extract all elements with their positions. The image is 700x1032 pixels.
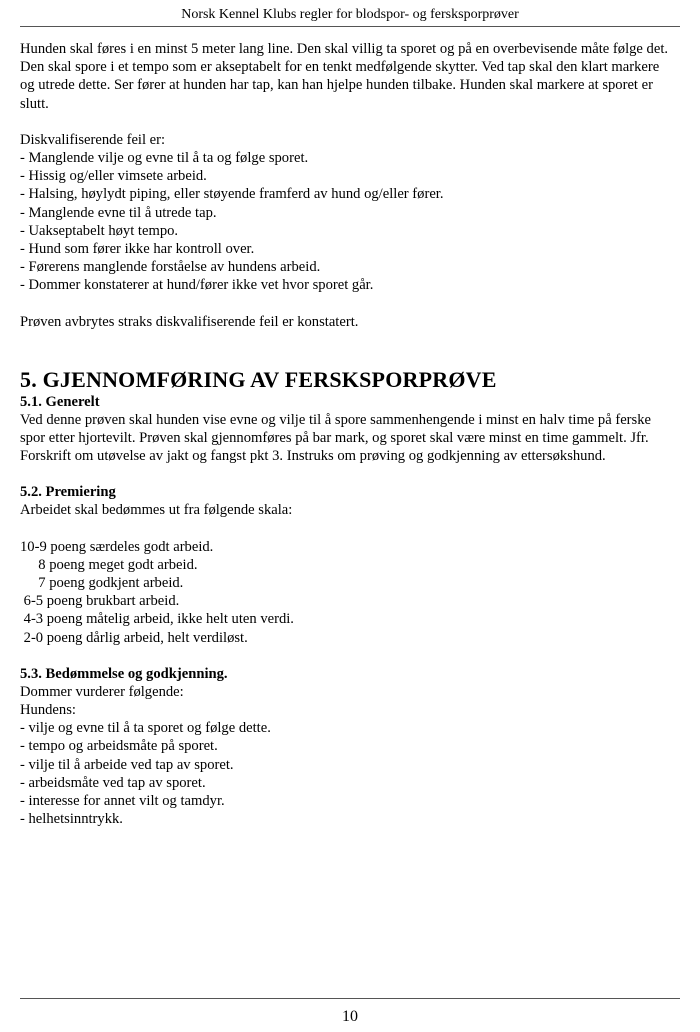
list-item: - Manglende evne til å utrede tap. [20, 204, 217, 221]
list-item: - tempo og arbeidsmåte på sporet. [20, 738, 218, 755]
list-item: - Dommer konstaterer at hund/fører ikke vet hvor sporet går. [20, 277, 374, 294]
assessment-list [20, 719, 670, 828]
list-item: - Førerens manglende forståelse av hundens arbeid. [20, 259, 321, 276]
list-item: - Hund som fører ikke har kontroll over. [20, 241, 255, 258]
footer-divider [20, 998, 680, 999]
list-item: - Manglende vilje og evne til å ta og følge sporet. [20, 150, 309, 167]
page-content [20, 40, 670, 829]
list-item: - Uakseptabelt høyt tempo. [20, 222, 179, 239]
scale-row: 6-5 poeng brukbart arbeid. [20, 593, 180, 610]
section-5-1-heading: 5.1. Generelt [20, 393, 100, 410]
section-5-2-intro: Arbeidet skal bedømmes ut fra følgende skala: [20, 502, 293, 519]
section-5-1-text: Ved denne prøven skal hunden vise evne og vilje til å spore sammenhengende i minst en halv time på ferske spor etter hjortevilt. Prøven skal gjennomføres på bar mark, og sporet skal være minst en time gammelt. Jfr. Forskrift om utøvelse av jakt og fangst pkt 3. Instruks om prøving og godkjenning av ettersøkshund. [20, 411, 652, 465]
list-item: - vilje og evne til å ta sporet og følge dette. [20, 720, 271, 737]
running-header: Norsk Kennel Klubs regler for blodspor- og fersksporprøver [20, 6, 680, 27]
list-item: - arbeidsmåte ved tap av sporet. [20, 774, 206, 791]
list-item: - interesse for annet vilt og tamdyr. [20, 793, 225, 810]
scale-row: 4-3 poeng måtelig arbeid, ikke helt uten verdi. [20, 611, 294, 628]
page-number: 10 [342, 1008, 358, 1025]
scale-row: 2-0 poeng dårlig arbeid, helt verdiløst. [20, 629, 248, 646]
list-item: - Halsing, høylydt piping, eller støyende framferd av hund og/eller fører. [20, 186, 444, 203]
section-5-2-heading: 5.2. Premiering [20, 484, 116, 501]
disqualification-heading: Diskvalifiserende feil er: [20, 131, 166, 148]
list-item: - Hissig og/eller vimsete arbeid. [20, 168, 207, 185]
scale-row: 7 poeng godkjent arbeid. [20, 575, 184, 592]
intro-paragraph: Hunden skal føres i en minst 5 meter lang line. Den skal villig ta sporet og på en overbevisende måte følge det. Den skal spore i et tempo som er akseptabelt for en tenkt medfølgende skytter. Ved tap skal den klart markere og utrede dette. Ser fører at hunden har tap, kan han hjelpe hunden tilbake. Hunden skal markere at sporet er slutt. [20, 41, 669, 112]
scale-row: 10-9 poeng særdeles godt arbeid. [20, 538, 214, 555]
abort-text: Prøven avbrytes straks diskvalifiserende feil er konstatert. [20, 313, 359, 330]
section-5-3-line1: Dommer vurderer følgende: [20, 683, 184, 700]
section-5-title: 5. GJENNOMFØRING AV FERSKSPORPRØVE [20, 366, 497, 392]
list-item: - vilje til å arbeide ved tap av sporet. [20, 756, 234, 773]
scoring-scale [20, 538, 670, 647]
scale-row: 8 poeng meget godt arbeid. [20, 556, 198, 573]
section-5-3-heading: 5.3. Bedømmelse og godkjenning. [20, 665, 228, 682]
section-5-3-line2: Hundens: [20, 702, 76, 719]
disqualification-list [20, 149, 670, 295]
list-item: - helhetsinntrykk. [20, 811, 123, 828]
